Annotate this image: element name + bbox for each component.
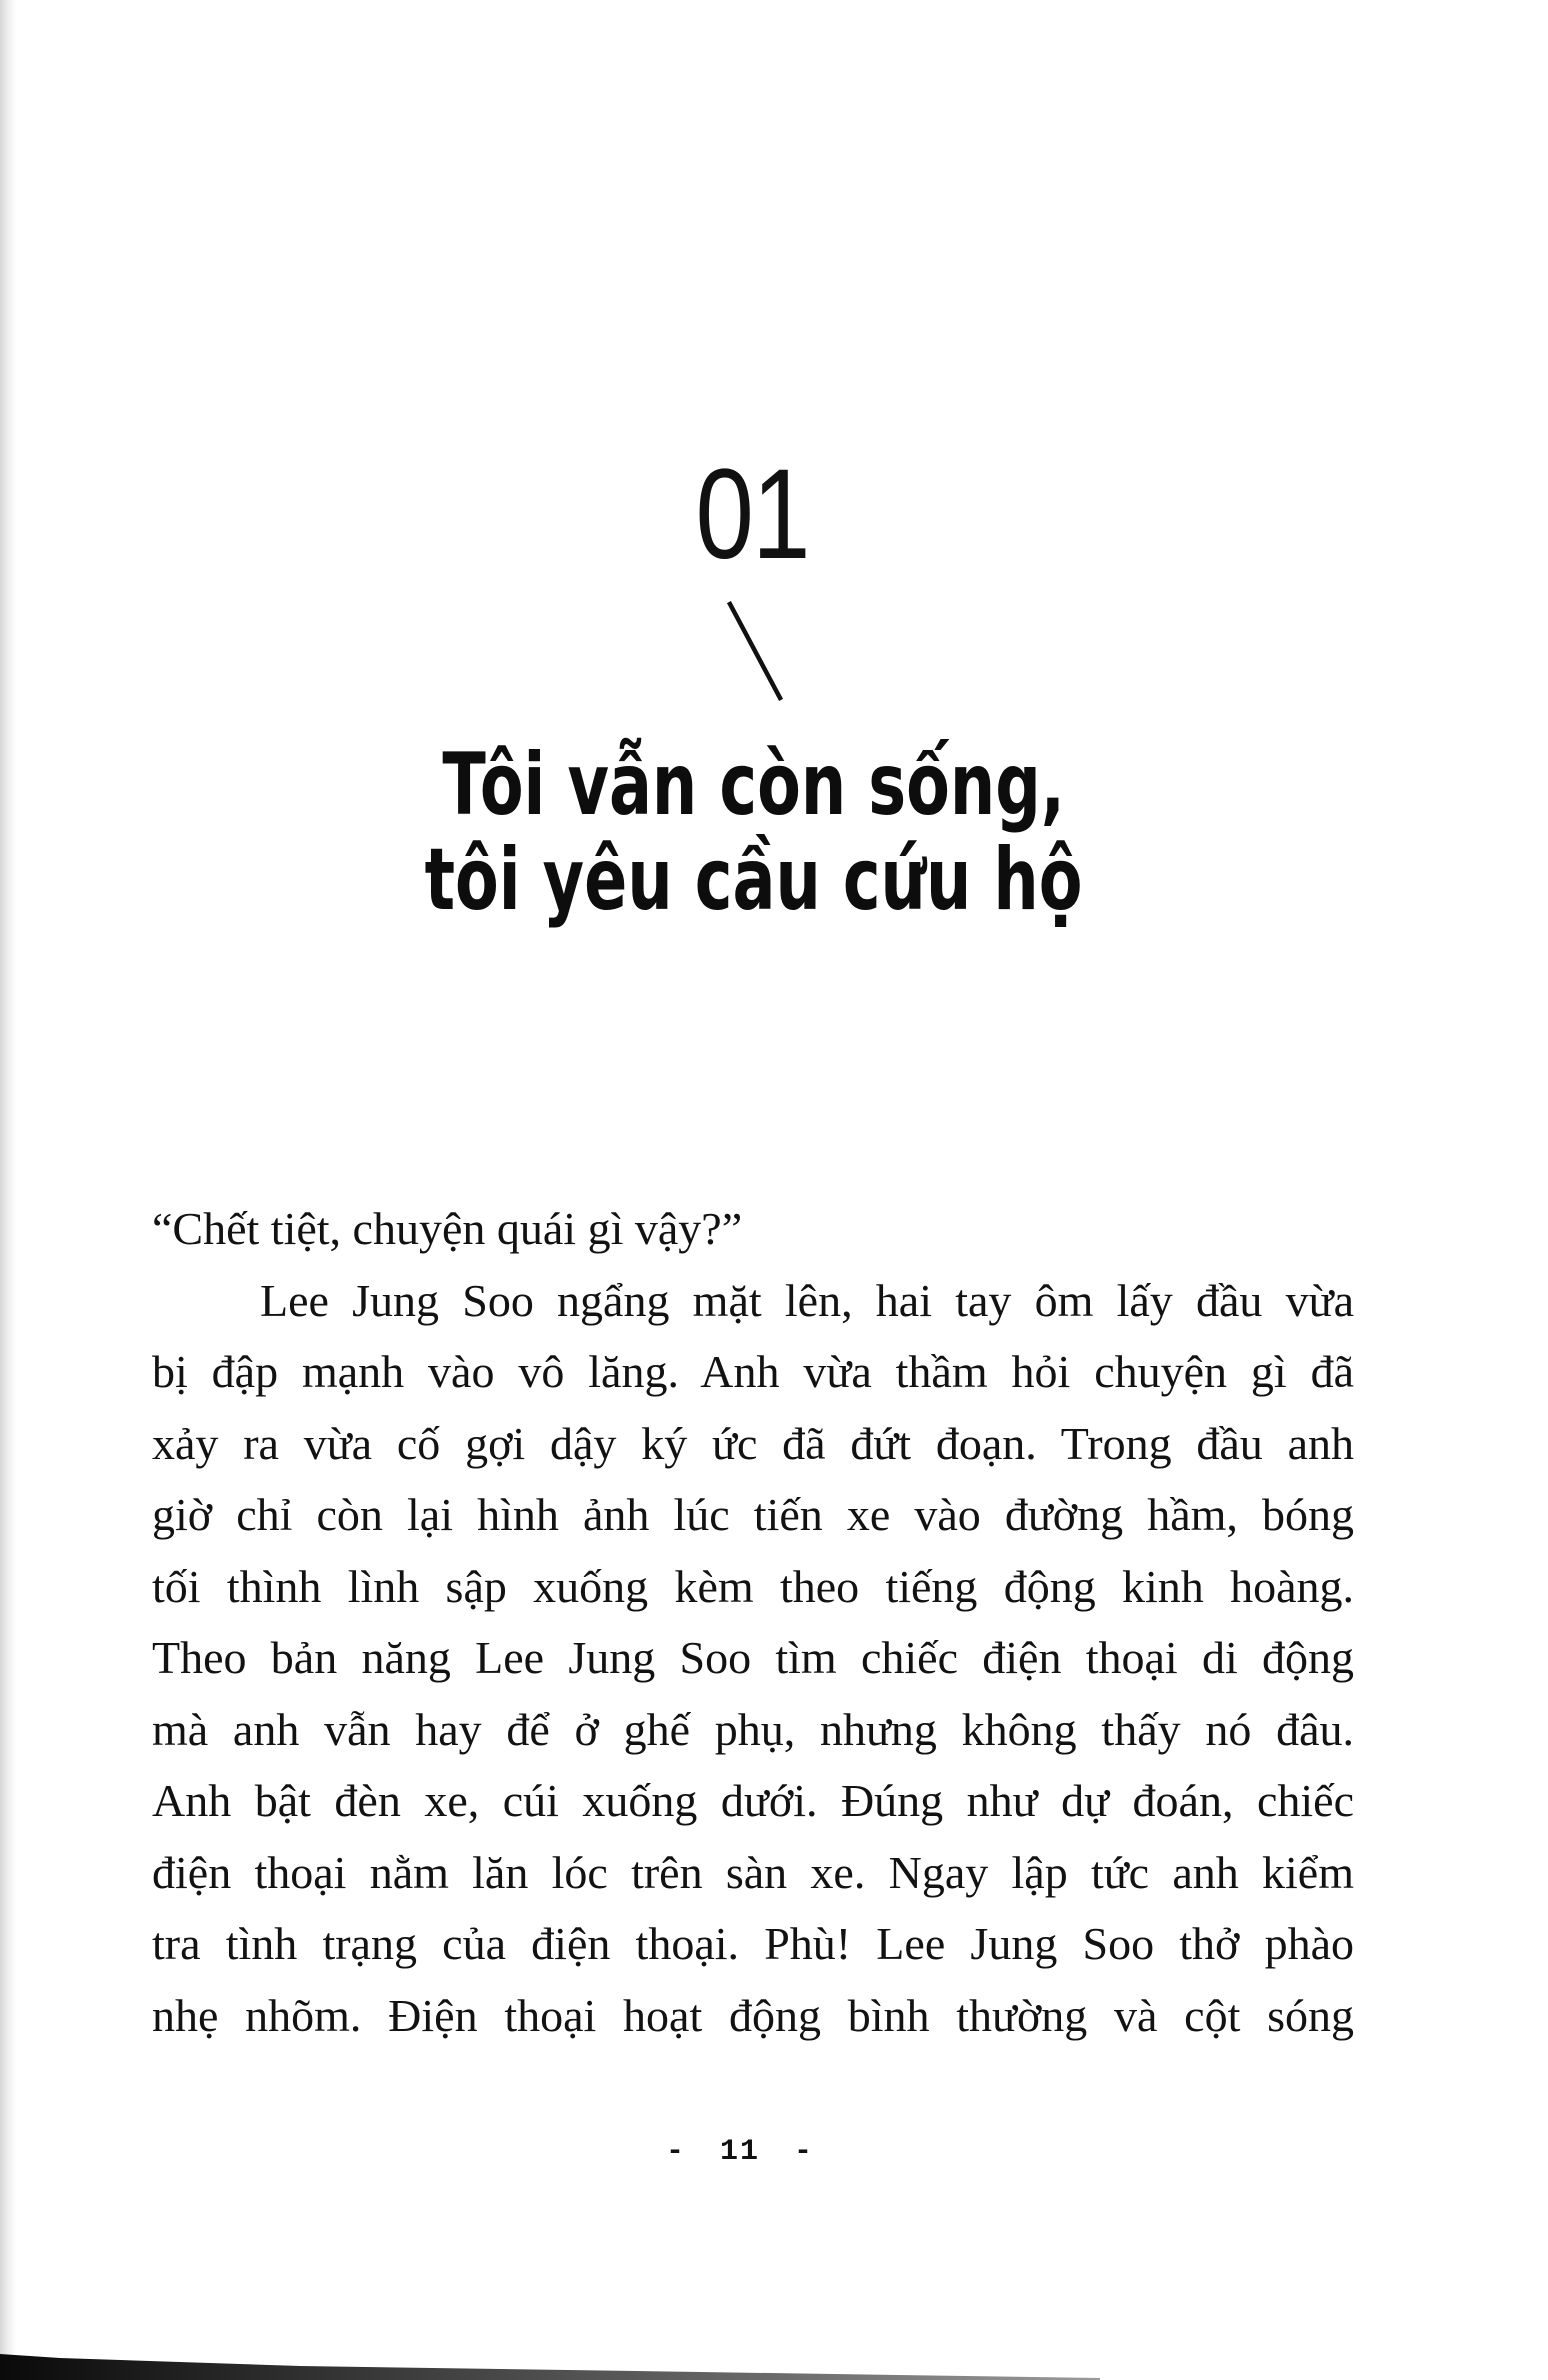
- chapter-separator-slash: [724, 600, 788, 704]
- chapter-number-text: 01: [695, 443, 809, 586]
- paragraph-line: xảy ra vừa cố gợi dậy ký ức đã đứt đoạn. Trong đầu anh: [152, 1417, 1354, 1469]
- paragraph-line: mà anh vẫn hay để ở ghế phụ, nhưng không thấy nó đâu.: [152, 1703, 1354, 1755]
- paragraph-line: giờ chỉ còn lại hình ảnh lúc tiến xe vào đường hầm, bóng: [152, 1489, 1354, 1540]
- chapter-title-line-1: Tôi vẫn còn sống,: [442, 735, 1066, 835]
- page-number: - 11 -: [665, 2135, 815, 2169]
- paragraph-line: Anh bật đèn xe, cúi xuống dưới. Đúng như dự đoán, chiếc: [152, 1775, 1354, 1826]
- chapter-title: [0, 735, 1508, 930]
- dialogue-line: “Chết tiệt, chuyện quái gì vậy?”: [152, 1203, 743, 1254]
- chapter-title-line-2: tôi yêu cầu cứu hộ: [425, 830, 1083, 930]
- paragraph-line: nhẹ nhõm. Điện thoại hoạt động bình thường và cột sóng: [152, 1989, 1354, 2041]
- paragraph-line: tối thình lình sập xuống kèm theo tiếng động kinh hoàng.: [152, 1560, 1354, 1612]
- paragraph-line: bị đập mạnh vào vô lăng. Anh vừa thầm hỏi chuyện gì đã: [152, 1346, 1354, 1397]
- scan-edge-shadow-left: [0, 0, 16, 2380]
- body-text: [152, 1193, 1354, 2051]
- chapter-number: [0, 440, 1504, 590]
- paragraph-line: tra tình trạng của điện thoại. Phù! Lee Jung Soo thở phào: [152, 1918, 1354, 1969]
- paragraph-line: điện thoại nằm lăn lóc trên sàn xe. Ngay lập tức anh kiểm: [152, 1846, 1354, 1898]
- paragraph-line: Theo bản năng Lee Jung Soo tìm chiếc điện thoại di động: [152, 1632, 1354, 1683]
- paragraph-line: Lee Jung Soo ngẩng mặt lên, hai tay ôm lấy đầu vừa: [260, 1274, 1354, 1326]
- scan-edge-shadow-bottom: [0, 2350, 1548, 2380]
